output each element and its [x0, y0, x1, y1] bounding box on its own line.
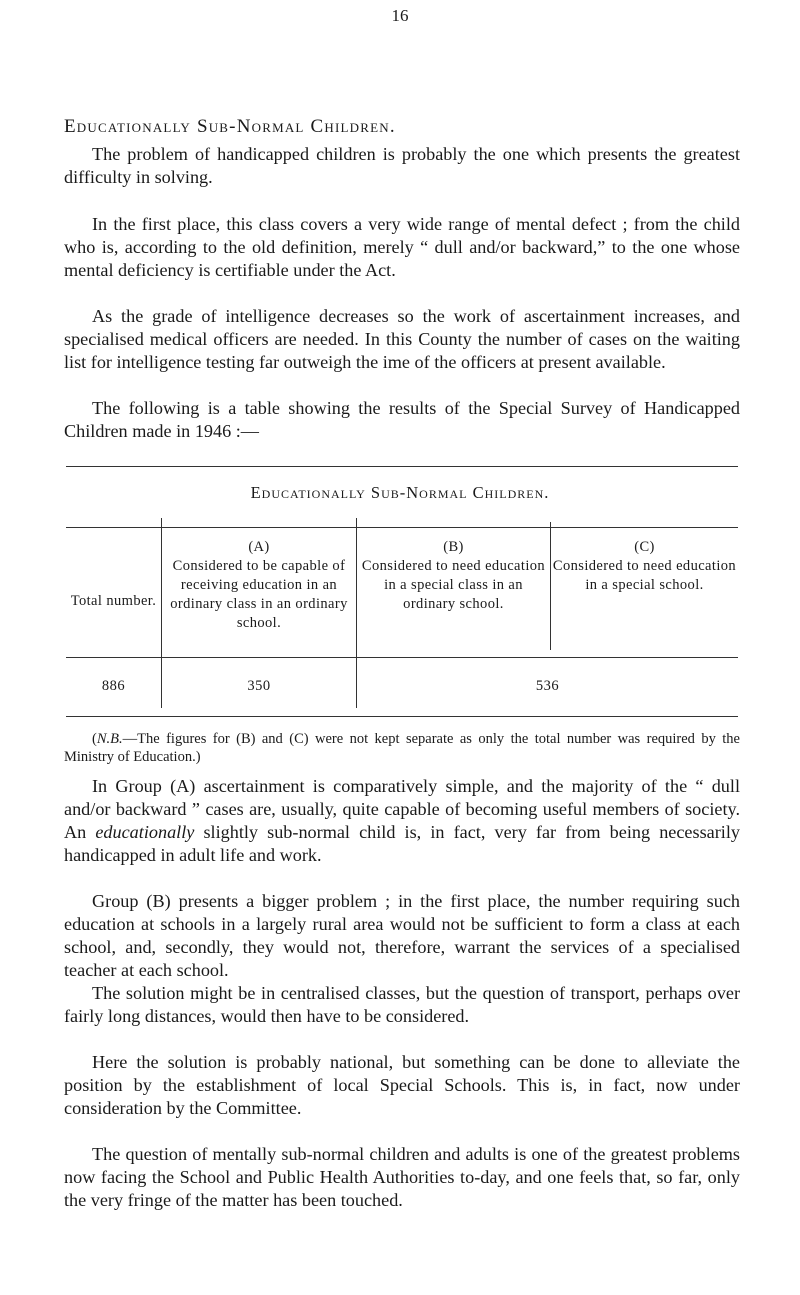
cell-group-b-c: 536	[535, 678, 560, 694]
header-total-number: Total number.	[70, 593, 157, 609]
paragraph-group-a-emphasis: educationally	[95, 822, 195, 842]
header-group-c	[551, 538, 738, 595]
header-group-a	[162, 538, 356, 633]
header-group-c-text: Considered to need education in a special school.	[552, 558, 737, 593]
table-rule-header-top	[66, 527, 738, 528]
table-rule-header-bottom	[66, 657, 738, 658]
header-group-b	[357, 538, 550, 614]
section-heading: Educationally Sub-Normal Children.	[64, 116, 396, 137]
header-group-a-text: Considered to be capable of receiving education in an ordinary class in an ordinary school.	[170, 558, 348, 631]
paragraph-special-schools: Here the solution is probably national, but something can be done to alleviate the position by the establishment of local Special Schools. This is, in fact, now under consideration by the Committee.	[64, 1052, 740, 1118]
page-number: 16	[391, 6, 409, 25]
table-note: (N.B.—The figures for (B) and (C) were not kept separate as only the total number was required by the Ministry of Education.)	[64, 731, 740, 765]
header-group-b-label: (B)	[443, 539, 464, 555]
cell-total-number: 886	[101, 678, 126, 694]
paragraph-intro: The problem of handicapped children is probably the one which presents the greatest difficulty in solving.	[64, 144, 740, 187]
header-group-b-text: Considered to need education in a special class in an ordinary school.	[361, 558, 546, 612]
table-rule-top	[66, 466, 738, 467]
paragraph-group-a	[64, 775, 740, 867]
paragraph-group-b: Group (B) presents a bigger problem ; in the first place, the number requiring such education at schools in a largely rural area would not be sufficient to form a class at each school, and, secondly, they would not, therefore, warrant the services of a specialised teacher at each school.	[64, 891, 740, 980]
header-group-a-label: (A)	[248, 539, 270, 555]
header-group-c-label: (C)	[634, 539, 655, 555]
paragraph-group-a-text: In Group (A) ascertainment is comparatively simple, and the majority of the “ dull and/or backward ” cases are, usually, quite capable of becoming useful members of society. An	[64, 776, 740, 842]
paragraph-group-a-text-end: slightly sub-normal child is, in fact, very far from being necessarily handicapped in adult life and work.	[64, 822, 740, 865]
paragraph-ascertainment: As the grade of intelligence decreases so the work of ascertainment increases, and specialised medical officers are needed. In this County the number of cases on the waiting list for intelligence testing far outweigh the ime of the officers at present available.	[64, 306, 740, 372]
table-title: Educationally Sub-Normal Children.	[250, 483, 550, 502]
table-rule-bottom	[66, 716, 738, 717]
paragraph-conclusion: The question of mentally sub-normal children and adults is one of the greatest problems now facing the School and Public Health Authorities to-day, and one feels that, so far, only the very fringe of the matter has been touched.	[64, 1144, 740, 1210]
paragraph-centralised-classes: The solution might be in centralised classes, but the question of transport, perhaps over fairly long distances, would then have to be considered.	[64, 983, 740, 1026]
paragraph-range-of-defect: In the first place, this class covers a very wide range of mental defect ; from the child who is, according to the old definition, merely “ dull and/or backward,” to the one whose mental deficiency is certifiable under the Act.	[64, 214, 740, 280]
paragraph-table-intro: The following is a table showing the results of the Special Survey of Handicapped Children made in 1946 :—	[64, 398, 740, 441]
note-prefix: N.B.	[96, 731, 123, 747]
cell-group-a: 350	[247, 678, 271, 694]
note-text: —The figures for (B) and (C) were not kept separate as only the total number was required by the Ministry of Education.	[64, 731, 740, 765]
